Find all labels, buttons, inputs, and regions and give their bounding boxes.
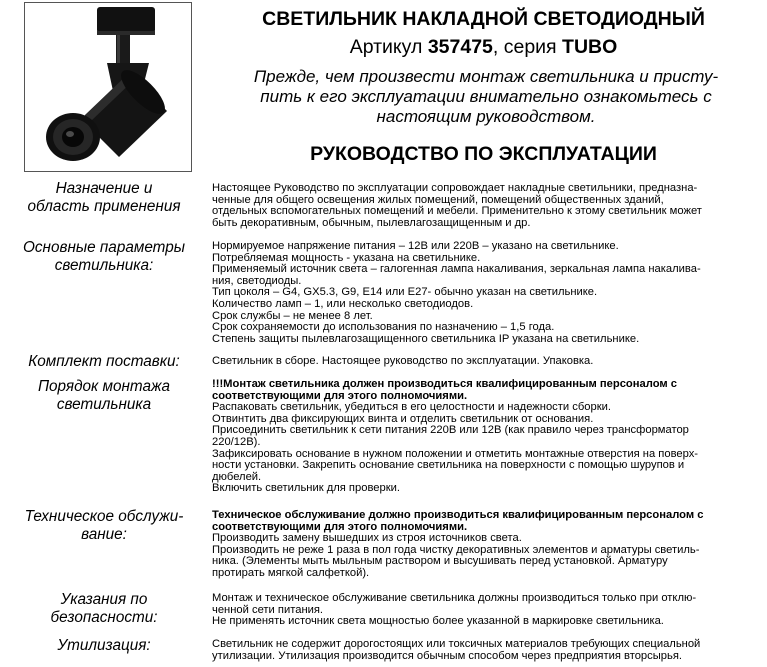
section-label-package: Комплект поставки: [28, 353, 180, 370]
text-line: отдельных вспомогательных помещений и мебели. Применительно к этому светильник может [212, 205, 702, 218]
text-line: Степень защиты пылевлагозащищенного светильника IP указана на светильнике. [212, 332, 640, 345]
article-prefix: Артикул [349, 36, 423, 58]
section-body-safety [212, 593, 744, 628]
series-prefix: , серия [492, 36, 557, 58]
text-line: Включить светильник для проверки. [212, 482, 400, 495]
text-line: Срок службы – не менее 8 лет. [212, 309, 373, 322]
text-line: Монтаж и техническое обслуживание светильника должны производиться только при отклю- [212, 592, 697, 604]
text-line: Потребляемая мощность - указана на светильнике. [212, 251, 481, 264]
text-line: Присоединить светильник к сети питания 220В или 12В (как правило через трансформатор [212, 424, 689, 437]
text-line: Производить замену вышедших из строя источников света. [212, 532, 522, 545]
text-line: ченной сети питания. [212, 603, 324, 616]
section-label-purpose: Назначение и область применения [27, 180, 181, 215]
text-line: Не применять источник света мощностью более указанной в маркировке светильника. [212, 615, 664, 628]
intro-line: Прежде, чем произвести монтаж светильника и присту- [253, 67, 719, 86]
text-line: утилизации. Утилизация производится обычным способом через предприятия вторсырья. [212, 649, 683, 662]
document-title: СВЕТИЛЬНИК НАКЛАДНОЙ СВЕТОДИОДНЫЙ [262, 8, 705, 30]
text-line: Настоящее Руководство по эксплуатации сопровождает накладные светильники, предназна- [212, 182, 698, 194]
guide-title: РУКОВОДСТВО ПО ЭКСПЛУАТАЦИИ [310, 143, 657, 165]
text-line: ности установки. Закрепить основание светильника на поверхности с помощью шурупов и [212, 459, 685, 472]
section-label-disposal: Утилизация: [57, 637, 151, 654]
intro-line: пить к его эксплуатации внимательно ознакомьтесь с [260, 87, 712, 106]
text-line: протирать мягкой салфеткой). [212, 566, 370, 579]
section-body-package [212, 356, 744, 368]
section-label-safety: Указания по безопасности: [50, 591, 158, 626]
section-body-parameters [212, 241, 744, 345]
text-line: ния, светодиоды. [212, 274, 302, 287]
text-line: дюбелей. [212, 470, 262, 483]
warning-line: Техническое обслуживание должно производиться квалифицированным персоналом с [212, 509, 704, 521]
text-line: Распаковать светильник, убедиться в его целостности и надежности сборки. [212, 401, 611, 414]
text-line: Зафиксировать основание в нужном положении и отметить монтажные отверстия на поверх- [212, 447, 699, 460]
warning-line: !!!Монтаж светильника должен производиться квалифицированным персоналом с [212, 378, 677, 390]
text-line: быть декоративным, обычным, пылевлагозащищенным и др. [212, 216, 531, 229]
intro-notice [205, 67, 767, 127]
warning-line: соответствующими для этого полномочиями. [212, 389, 468, 402]
article-number: 357475 [427, 36, 493, 58]
text-line: Отвинтить два фиксирующих винта и отделить светильник от основания. [212, 412, 594, 425]
text-line: Светильник в сборе. Настоящее руководство по эксплуатации. Упаковка. [212, 355, 594, 367]
article-line [200, 36, 767, 59]
section-body-maintenance [212, 510, 744, 580]
text-line: Нормируемое напряжение питания – 12В или 220В – указано на светильнике. [212, 240, 619, 252]
text-line: Срок сохраняемости до использования по назначению – 1,5 года. [212, 321, 555, 334]
spotlight-illustration [25, 3, 191, 171]
text-line: Светильник не содержит дорогостоящих или токсичных материалов требующих специальной [212, 638, 701, 650]
warning-line: соответствующими для этого полномочиями. [212, 520, 468, 533]
section-label-maintenance: Техническое обслужи- вание: [24, 508, 184, 543]
text-line: Количество ламп – 1, или несколько светодиодов. [212, 297, 474, 310]
section-body-disposal [212, 639, 744, 662]
text-line: ченные для общего освещения жилых помещений, помещений общественных зданий, [212, 193, 664, 206]
product-photo [24, 2, 192, 172]
text-line: ника. (Элементы мыть мыльным раствором и высушивать перед установкой. Арматуру [212, 555, 668, 568]
intro-line: настоящим руководством. [376, 107, 596, 126]
text-line: Тип цоколя – G4, GX5.3, G9, E14 или E27- обычно указан на светильнике. [212, 286, 598, 299]
section-body-purpose [212, 183, 744, 229]
text-line: Производить не реже 1 раза в пол года чистку декоративных элементов и арматуры светиль- [212, 543, 700, 556]
section-label-installation: Порядок монтажа светильника [37, 378, 171, 413]
section-label-parameters: Основные параметры светильника: [23, 239, 185, 274]
series-name: TUBO [562, 36, 618, 58]
text-line: 220/12В). [212, 435, 261, 448]
text-line: Применяемый источник света – галогенная лампа накаливания, зеркальная лампа накалива- [212, 263, 701, 276]
section-body-installation [212, 379, 744, 495]
